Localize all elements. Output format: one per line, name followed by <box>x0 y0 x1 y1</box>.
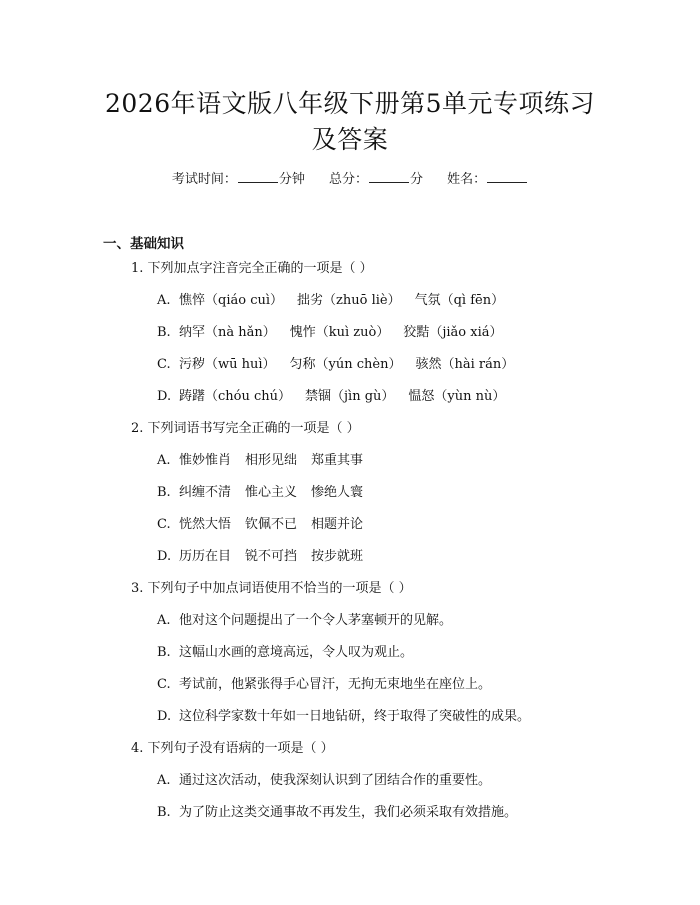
score-label: 总分： <box>328 172 368 187</box>
option-letter: D. <box>157 709 172 724</box>
exam-score <box>329 170 423 189</box>
option-item: 恍然大悟 <box>179 517 232 532</box>
question-stem: 3. 下列句子中加点词语使用不恰当的一项是（ ） <box>131 581 412 596</box>
option-letter: A. <box>157 773 171 788</box>
option-item: 通过这次活动，使我深刻认识到了团结合作的重要性。 <box>179 773 492 788</box>
option-letter: A. <box>157 613 171 628</box>
option-row <box>157 484 377 502</box>
option-letter: B. <box>157 485 171 500</box>
option-item: 钦佩不已 <box>245 517 298 532</box>
option-item: 他对这个问题提出了一个令人茅塞顿开的见解。 <box>179 613 453 628</box>
option-item: 为了防止这类交通事故不再发生，我们必须采取有效措施。 <box>179 805 518 820</box>
option-item: 按步就班 <box>311 549 364 564</box>
option-letter: A. <box>157 293 171 308</box>
option-item: 骇然（hài rán） <box>415 357 515 372</box>
option-item: 纳罕（nà hǎn） <box>179 325 276 340</box>
option-item: 憔悴（qiáo cuì） <box>179 293 284 308</box>
section-heading: 一、基础知识 <box>103 236 184 252</box>
option-row <box>157 324 517 342</box>
option-item: 惟妙惟肖 <box>179 453 232 468</box>
option-letter: B. <box>157 325 171 340</box>
option-item: 锐不可挡 <box>245 549 298 564</box>
option-item: 这位科学家数十年如一日地钻研，终于取得了突破性的成果。 <box>179 709 531 724</box>
option-item: 狡黠（jiǎo xiá） <box>403 325 503 340</box>
option-row <box>157 452 377 470</box>
exam-name <box>447 170 528 189</box>
option-item: 匀称（yún chèn） <box>289 357 402 372</box>
option-row <box>157 772 505 790</box>
option-letter: D. <box>157 549 172 564</box>
option-row <box>157 644 427 662</box>
option-row <box>157 356 528 374</box>
option-item: 气氛（qì fēn） <box>414 293 505 308</box>
option-letter: C. <box>157 517 171 532</box>
option-letter: A. <box>157 453 171 468</box>
option-row <box>157 612 466 630</box>
option-letter: B. <box>157 805 171 820</box>
option-item: 拙劣（zhuō liè） <box>297 293 401 308</box>
score-blank <box>369 170 409 183</box>
time-label: 考试时间： <box>171 172 237 187</box>
option-item: 禁锢（jìn gù） <box>305 389 395 404</box>
option-item: 相题并论 <box>311 517 364 532</box>
exam-time <box>172 170 305 189</box>
time-unit: 分钟 <box>278 172 305 187</box>
option-item: 相形见绌 <box>245 453 298 468</box>
exam-meta <box>0 170 700 189</box>
option-row <box>157 676 505 694</box>
option-item: 这幅山水画的意境高远，令人叹为观止。 <box>179 645 414 660</box>
document-title: 2026年语文版八年级下册第5单元专项练习及答案 <box>104 89 596 154</box>
question-stem: 4. 下列句子没有语病的一项是（ ） <box>131 741 334 756</box>
question-stem: 2. 下列词语书写完全正确的一项是（ ） <box>131 421 360 436</box>
option-row <box>157 292 518 310</box>
option-item: 惟心主义 <box>245 485 298 500</box>
option-item: 考试前，他紧张得手心冒汗，无拘无束地坐在座位上。 <box>179 677 492 692</box>
option-item: 愠怒（yùn nù） <box>408 389 506 404</box>
option-item: 愧怍（kuì zuò） <box>289 325 390 340</box>
option-letter: B. <box>157 645 171 660</box>
option-letter: C. <box>157 357 171 372</box>
time-blank <box>238 170 278 183</box>
score-unit: 分 <box>410 172 424 187</box>
option-row <box>157 388 519 406</box>
option-row <box>157 548 377 566</box>
option-row <box>157 804 531 822</box>
option-row <box>157 708 544 726</box>
question-stem: 1. 下列加点字注音完全正确的一项是（ ） <box>131 261 373 276</box>
option-letter: D. <box>157 389 172 404</box>
name-label: 姓名： <box>447 172 487 187</box>
option-item: 纠缠不清 <box>179 485 232 500</box>
name-blank <box>487 170 527 183</box>
option-item: 踌躇（chóu chú） <box>179 389 292 404</box>
option-letter: C. <box>157 677 171 692</box>
option-row <box>157 516 377 534</box>
option-item: 污秽（wū huì） <box>179 357 276 372</box>
option-item: 郑重其事 <box>311 453 364 468</box>
option-item: 惨绝人寰 <box>311 485 364 500</box>
option-item: 历历在目 <box>179 549 232 564</box>
